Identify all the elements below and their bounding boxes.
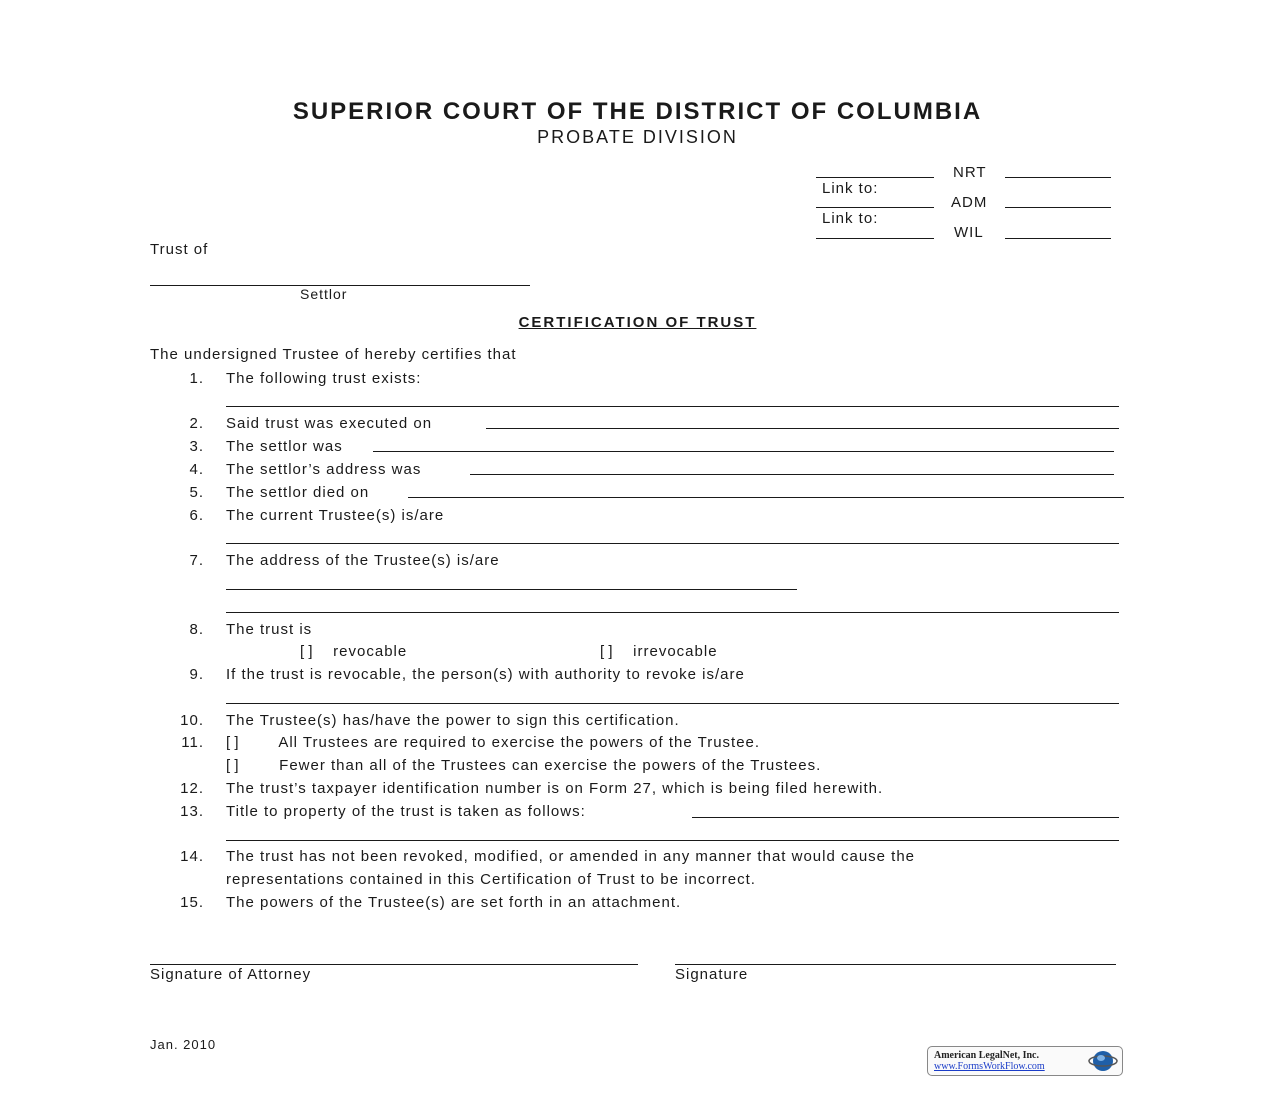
case-prefix-field-wil[interactable] [816,238,934,239]
item-number: 10. [180,712,204,729]
irrevocable-option[interactable] [600,643,718,660]
item-number: 15. [180,894,204,911]
item-11-text: All Trustees are required to exercise the powers of the Trustee. [278,734,761,751]
settlor-field[interactable] [373,451,1114,452]
item-12-text: The trust’s taxpayer identification number is on Form 27, which is being filed herewith. [226,780,884,797]
trustee-address-field-2[interactable] [226,612,1119,613]
item-number: 5. [189,484,204,501]
item-number: 7. [189,552,204,569]
item-10-text: The Trustee(s) has/have the power to sign this certification. [226,712,680,729]
irrevocable-checkbox[interactable]: [ ] [600,643,613,660]
item-15-text: The powers of the Trustee(s) are set forth in an attachment. [226,894,682,911]
trust-of-label: Trust of [150,241,209,258]
item-number: 3. [189,438,204,455]
logo-company-name: American LegalNet, Inc. [934,1050,1039,1061]
settlor-address-field[interactable] [470,474,1114,475]
item-number: 9. [189,666,204,683]
item-number: 13. [180,803,204,820]
form-date-code: Jan. 2010 [150,1037,217,1052]
item-number: 2. [189,415,204,432]
title-property-field-2[interactable] [226,840,1119,841]
item-9-text: If the trust is revocable, the person(s) with authority to revoke is/are [226,666,745,683]
item-number: 6. [189,507,204,524]
attorney-signature-label: Signature of Attorney [150,966,312,983]
item-number: 8. [189,621,204,638]
all-trustees-option[interactable] [226,734,760,751]
current-trustees-field[interactable] [226,543,1119,544]
item-14-continuation: representations contained in this Certification of Trust to be incorrect. [226,871,756,888]
item-6-text: The current Trustee(s) is/are [226,507,445,524]
item-3-text: The settlor was [226,438,343,455]
court-title: SUPERIOR COURT OF THE DISTRICT OF COLUMBIA [292,98,983,125]
all-trustees-checkbox[interactable]: [ ] [226,734,239,751]
title-property-field-1[interactable] [692,817,1119,818]
revocable-checkbox[interactable]: [ ] [300,643,313,660]
case-number-field-adm[interactable] [1005,207,1111,208]
link-to-label: Link to: [822,210,879,227]
form-title: CERTIFICATION OF TRUST [518,314,757,331]
executed-date-field[interactable] [486,428,1119,429]
revocable-label: revocable [333,643,408,660]
settlor-label: Settlor [300,286,348,302]
trustee-address-field-1[interactable] [226,589,797,590]
item-number: 4. [189,461,204,478]
link-to-label: Link to: [822,180,879,197]
revocable-option[interactable] [300,643,407,660]
item-number: 12. [180,780,204,797]
fewer-trustees-option[interactable] [226,757,821,774]
irrevocable-label: irrevocable [633,643,718,660]
fewer-trustees-checkbox[interactable]: [ ] [226,757,239,774]
item-11-alt-text: Fewer than all of the Trustees can exercise the powers of the Trustees. [279,757,822,774]
settlor-died-field[interactable] [408,497,1124,498]
item-number: 1. [189,370,204,387]
signature-field[interactable] [675,964,1116,965]
item-number: 11. [181,734,204,751]
case-code-wil: WIL [954,224,984,241]
case-number-field-nrt[interactable] [1005,177,1111,178]
case-code-nrt: NRT [953,164,987,181]
case-number-field-wil[interactable] [1005,238,1111,239]
revoke-authority-field[interactable] [226,703,1119,704]
publisher-logo [927,1046,1123,1076]
item-number: 14. [180,848,204,865]
item-13-text: Title to property of the trust is taken as follows: [226,803,586,820]
item-2-text: Said trust was executed on [226,415,433,432]
case-prefix-field-adm[interactable] [816,207,934,208]
logo-url-link[interactable]: www.FormsWorkFlow.com [934,1061,1045,1072]
case-prefix-field-nrt[interactable] [816,177,934,178]
intro-text: The undersigned Trustee of hereby certifies that [150,346,517,363]
item-14-text: The trust has not been revoked, modified, or amended in any manner that would cause the [226,848,916,865]
item-5-text: The settlor died on [226,484,370,501]
division-title: PROBATE DIVISION [537,127,738,147]
case-code-adm: ADM [951,194,988,211]
item-7-text: The address of the Trustee(s) is/are [226,552,500,569]
item-1-text: The following trust exists: [226,370,422,387]
signature-label: Signature [675,966,749,983]
globe-icon [1088,1049,1118,1073]
attorney-signature-field[interactable] [150,964,638,965]
item-4-text: The settlor’s address was [226,461,422,478]
item-8-text: The trust is [226,621,313,638]
trust-exists-field[interactable] [226,406,1119,407]
